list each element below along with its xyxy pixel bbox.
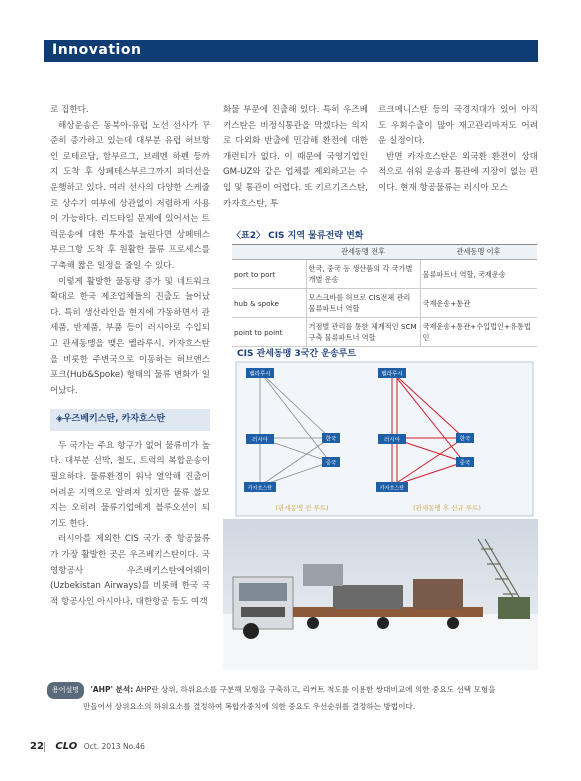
strategy-table [232,244,537,347]
paragraph: 로 집한다. [50,105,89,115]
truck-photo [223,519,538,670]
cargo-truck [303,564,343,586]
paragraph: 러시아를 제외한 CIS 국가 중 항공물류가 가장 활발한 곳은 우즈베키스탄이다. 국영항공사 우즈베키스탄에어웨이(Uzbekistan Airways)를 비롯해 한국 국적 항공사인 아시아나, 대한항공 등도 여객 [50,534,210,607]
section-header [44,40,538,62]
glossary-term: 'AHP' 분석: [90,685,134,694]
page-footer [30,741,145,752]
cell-after: 국제운송+통관+수입법인+유통법인 [420,318,537,347]
node-label: 카자흐스탄 [379,485,405,492]
cargo-machine [333,585,403,609]
table-row [232,289,537,318]
node-label: 러시아 [384,437,400,444]
before-label: (관세동맹 전 루트) [275,504,329,512]
truck-windshield [239,583,287,601]
paragraph: 이렇게 활발한 물동량 증가 및 네트워크 확대로 한국 제조업체들의 진출도 늘어났다. 특히 생산라인을 현지에 가동하면서 관세품, 반제품, 부품 등이 러시아로 수입되고 관세동맹을 맺은 벨라루시, 카자흐스탄을 비롯한 주변국으로 이동하는 허브앤스포크(Hub&Spoke) 형태의 물류 변화가 일어났다. [50,276,210,396]
node-label: 카자흐스탄 [247,485,273,492]
article-column-1 [50,103,210,610]
table-header: 관세동맹 이후 [420,245,537,260]
truck-grille [241,607,285,617]
table-header [232,245,306,260]
row-label: hub & spoke [232,289,306,318]
node-label: 한국 [325,436,337,443]
paragraph: 반면 카자흐스탄은 외국환 환전이 상대적으로 쉬워 운송과 통관에 지장이 없는 편이다. 현재 항공물류는 러시아 모스 [378,151,538,193]
wheel-icon [307,617,319,629]
glossary-text: AHP란 상위, 하위요소를 구분해 모형을 구축하고, 리커트 척도를 이용한 쌍대비교에 의한 중요도 선택 모형을 [135,685,496,694]
table-row [232,260,537,289]
paragraph: 르크메니스탄 등의 국경지대가 있어 아직도 우회수출이 많아 재고관리마저도 어려운 실정이다. [378,105,538,147]
table-title: 〈표2〉 CIS 지역 물류전략 변화 [232,231,364,241]
paragraph: 두 국가는 주요 항구가 없어 물류비가 높다. 대부분 선박, 철도, 트럭의 복합운송이 필요하다. 물류환경이 워낙 열악해 진출이 어려운 지역으로 알려져 있지만 물류 불모지는 오히려 물류기업에게 블루오션이 되기도 한다. [50,440,210,529]
paragraph: 화물 부문에 진출해 있다. 특히 우즈베키스탄은 비정식통관을 막겠다는 의지로 다외화 반출에 민감해 환전에 대한 개런티가 없다. 이 때문에 국영기업인 GM-UZ와 같은 업체를 제외하고는 수입 및 통관이 어렵다. 또 키르기즈스탄, 카자흐스탄, 투 [223,105,368,209]
node-label: 중국 [459,460,471,467]
node-label: 벨라루시 [381,371,403,378]
wheel-icon [243,623,259,639]
glossary-note [47,682,538,714]
node-label: 한국 [459,436,471,443]
wheel-icon [447,617,459,629]
table-header-row [232,245,537,260]
cell-before: 모스크바를 허브로 CIS전체 관리 물류파트너 역할 [306,289,420,318]
cell-after: 물류파트너 역할, 국제운송 [420,260,537,289]
cell-after: 국제운송+통관 [420,289,537,318]
node-label: 벨라루시 [249,371,271,378]
cargo-machine [413,579,463,609]
cell-before: 거점별 관리를 통한 체계적인 SCM구축 물류파트너 역할 [306,318,420,347]
wheel-icon [377,617,389,629]
cell-before: 한국, 중국 등 생산품의 각 국가별 개별 운송 [306,260,420,289]
issue-info: Oct. 2013 No.46 [83,742,145,751]
article-column-2 [223,103,368,212]
row-label: point to point [232,318,306,347]
glossary-tag: 용어설명 [47,682,84,699]
section-title: Innovation [52,42,142,58]
table-row [232,318,537,347]
page-number: 22 [30,741,44,752]
route-diagram [232,358,537,520]
article-column-3 [378,103,538,197]
route-diagram-title: CIS 관세동맹 3국간 운송루트 [237,349,357,359]
row-label: port to port [232,260,306,289]
node-label: 러시아 [252,437,268,444]
crane-base [498,597,530,619]
node-label: 중국 [325,460,337,467]
subsection-heading: ◈우즈베키스탄, 카자흐스탄 [50,409,210,431]
paragraph: 해상운송은 동북아-유럽 노선 선사가 꾸준히 증가하고 있는데 대부분 유럽 허브항인 로테르담, 함부르그, 브레멘 하펜 등까지 도착 후 상페테스부르그까지 피더선을 운행하고 있다. 여러 선사의 다양한 스케줄로 상수기 여부에 상관없이 저렴하게 사용이 가능하다. 리드타임 문제에 있어서는 트럭운송에 대한 투자를 늘린다면 상페테스부르그항 도착 후 원활한 물류 프로세스를 구축해 짧은 일정을 줄일 수 있다. [50,120,210,271]
after-label: (관세동맹 후 신규 루트) [413,504,481,512]
glossary-text: 만들어서 상위요소의 하위요소를 결정하여 복합가중치에 의한 중요도 우선순위를 결정하는 방법이다. [83,702,416,711]
magazine-logo: CLO [55,741,78,752]
table-header: 관세동맹 전후 [306,245,420,260]
